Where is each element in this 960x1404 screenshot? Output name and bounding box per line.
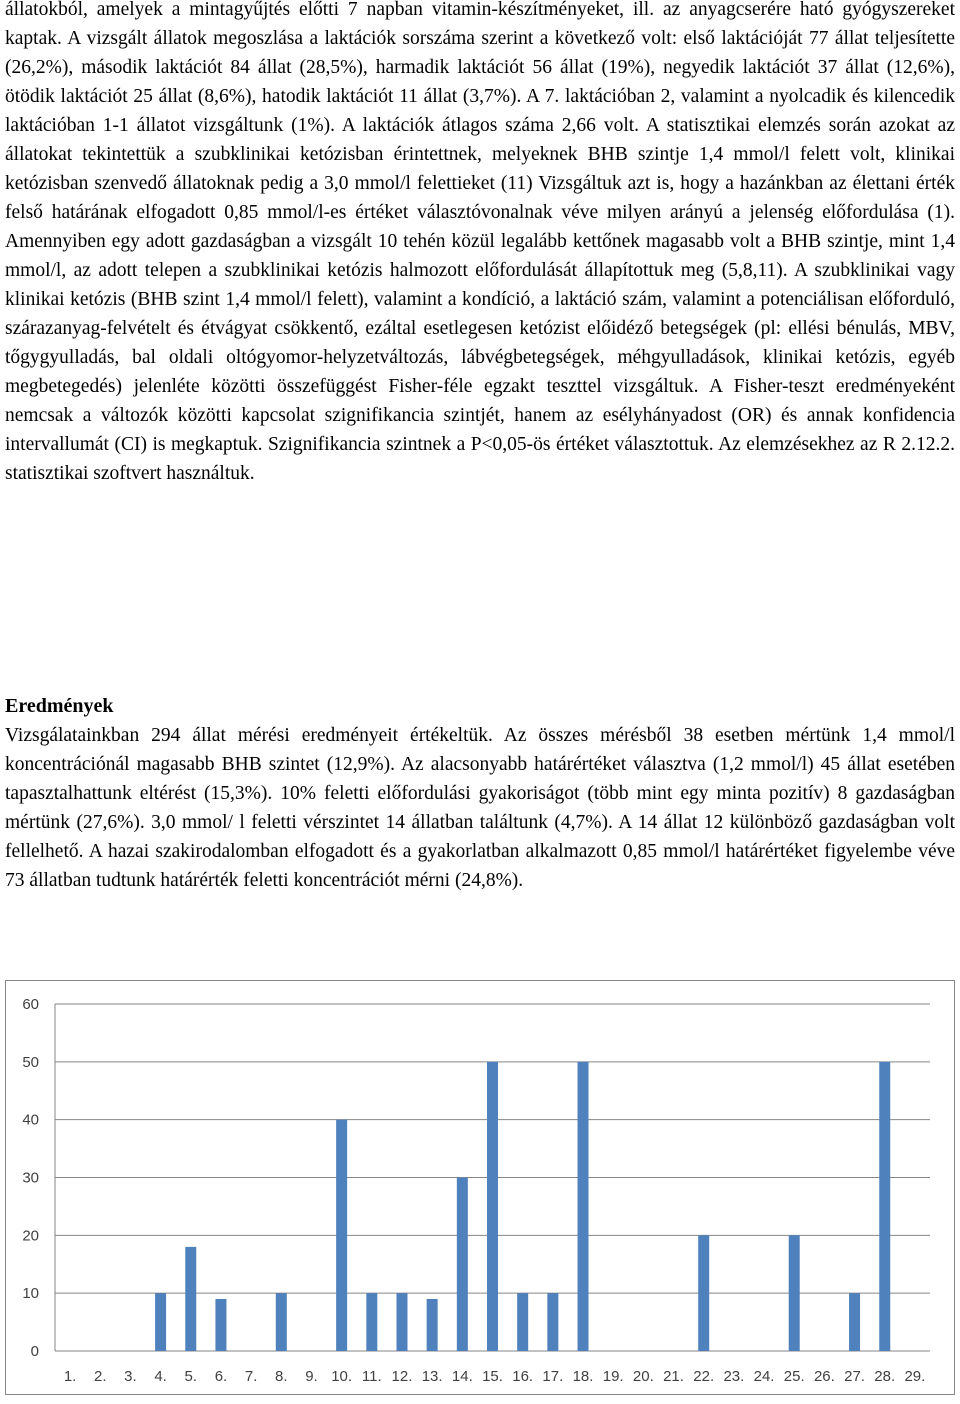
chart-border	[6, 981, 955, 1395]
x-tick-label: 29.	[904, 1368, 926, 1385]
y-tick-label: 30	[22, 1169, 39, 1187]
bar	[276, 1293, 287, 1351]
x-tick-label: 14.	[451, 1368, 473, 1385]
bar	[547, 1293, 558, 1351]
results-heading: Eredmények	[5, 695, 114, 717]
x-tick-label: 13.	[421, 1368, 443, 1385]
bar-chart	[5, 980, 955, 1395]
results-paragraph: Vizsgálatainkban 294 állat mérési eredményeit értékeltük. Az összes mérésből 38 esetben mértünk 1,4 mmol/l koncentrációnál magasabb BHB szintet (12,9%). Az alacsonyabb határértéket választva (1,2 mmol/l) 45 állat esetében tapasztalhattunk eltérést (15,3%). 10% feletti előfordulási gyakoriságot (több mint egy minta pozitív) 8 gazdaságban mértünk (27,6%). 3,0 mmol/ l feletti vérszintet 14 állatban találtunk (4,7%). A 14 állat 12 különböző gazdaságban volt fellelhető. A hazai szakirodalomban elfogadott és a gyakorlatban alkalmazott 0,85 mmol/l határértéket figyelembe véve 73 állatban tudtunk határérték feletti koncentrációt mérni (24,8%).	[5, 725, 955, 891]
x-tick-label: 1.	[63, 1368, 77, 1385]
bar	[336, 1120, 347, 1351]
x-tick-label: 23.	[723, 1368, 745, 1385]
bar	[427, 1299, 438, 1351]
bar	[849, 1293, 860, 1351]
x-tick-label: 5.	[184, 1368, 198, 1385]
x-tick-label: 9.	[305, 1368, 318, 1385]
x-tick-label: 12.	[391, 1368, 413, 1385]
x-tick-label: 22.	[693, 1368, 715, 1385]
x-tick-label: 10.	[331, 1368, 353, 1385]
x-tick-label: 7.	[244, 1368, 258, 1385]
y-tick-label: 50	[22, 1053, 39, 1071]
x-tick-label: 18.	[572, 1368, 594, 1385]
x-tick-label: 27.	[844, 1368, 865, 1385]
x-tick-label: 25.	[783, 1368, 805, 1385]
x-tick-label: 11.	[361, 1368, 382, 1385]
x-tick-label: 16.	[512, 1368, 534, 1385]
bar	[698, 1235, 709, 1351]
y-tick-label: 60	[22, 996, 39, 1013]
x-tick-label: 8.	[275, 1368, 288, 1385]
x-tick-label: 26.	[813, 1368, 835, 1385]
x-tick-label: 21.	[663, 1368, 684, 1385]
x-tick-label: 4.	[154, 1368, 167, 1385]
x-tick-label: 3.	[124, 1368, 137, 1385]
bar	[578, 1062, 589, 1351]
y-tick-label: 10	[22, 1285, 39, 1303]
bar	[487, 1062, 498, 1351]
bar	[185, 1247, 196, 1351]
x-tick-label: 6.	[214, 1368, 228, 1385]
bar	[879, 1062, 890, 1351]
bar	[789, 1235, 800, 1351]
bar	[517, 1293, 528, 1351]
bar	[215, 1299, 226, 1351]
methods-paragraph: állatokból, amelyek a mintagyűjtés előtti 7 napban vitamin-készítményeket, ill. az anyagcserére ható gyógyszereket kaptak. A vizsgált állatok megoszlása a laktációk sorszáma szerint a következő volt: első laktációját 77 állat teljesítette (26,2%), második laktációt 84 állat (28,5%), harmadik laktációt 56 állat (19%), negyedik laktációt 37 állat (12,6%), ötödik laktációt 25 állat (8,6%), hatodik laktációt 11 állat (3,7%). A 7. laktációban 2, valamint a nyolcadik és kilencedik laktációban 1-1 állatot vizsgáltunk (1%). A laktációk átlagos száma 2,66 volt. A statisztikai elemzés során azokat az állatokat tekintettük a szubklinikai ketózisban érintettnek, melyeknek BHB szintje 1,4 mmol/l felett volt, klinikai ketózisban szenvedő állatoknak pedig a 3,0 mmol/l felettieket (11) Vizsgáltuk azt is, hogy a hazánkban az élettani érték felső határának elfogadott 0,85 mmol/l-es értéket választóvonalnak véve milyen arányú a jelenség előfordulása (1). Amennyiben egy adott gazdaságban a vizsgált 10 tehén közül legalább kettőnek magasabb volt a BHB szintje, mint 1,4 mmol/l, az adott telepen a szubklinikai ketózis halmozott előfordulását állapítottuk meg (5,8,11). A szubklinikai vagy klinikai ketózis (BHB szint 1,4 mmol/l felett), valamint a kondíció, a laktáció szám, valamint a potenciálisan előforduló, szárazanyag-felvételt és étvágyat csökkentő, ezáltal esetlegesen ketózist előidéző betegségek (pl: ellési bénulás, MBV, tőgygyulladás, bal oldali oltógyomor-helyzetváltozás, lábvégbetegségek, méhgyulladások, klinikai ketózis, egyéb megbetegedés) jelenléte közötti összefüggést Fisher-féle egzakt teszttel vizsgáltuk. A Fisher-teszt eredményeként nemcsak a változók közötti kapcsolat szignifikancia szintjét, hanem az esélyhányadost (OR) és annak konfidencia intervallumát (CI) is megkaptuk. Szignifikancia szintnek a P<0,05-ös értéket választottuk. Az elemzésekhez az R 2.12.2. statisztikai szoftvert használtuk.	[5, 0, 955, 484]
y-tick-label: 40	[22, 1111, 39, 1129]
x-tick-label: 2.	[94, 1368, 107, 1385]
y-tick-label: 20	[22, 1227, 39, 1245]
x-tick-label: 24.	[753, 1368, 775, 1385]
x-tick-label: 15.	[482, 1368, 503, 1385]
bar	[396, 1293, 407, 1351]
y-tick-label: 0	[30, 1343, 39, 1360]
x-tick-label: 17.	[542, 1368, 564, 1385]
x-tick-label: 20.	[632, 1368, 654, 1385]
bar	[155, 1293, 166, 1351]
x-tick-label: 19.	[602, 1368, 624, 1385]
bar	[457, 1178, 468, 1352]
chart-container	[5, 980, 955, 1395]
x-tick-label: 28.	[874, 1368, 896, 1385]
bar	[366, 1293, 377, 1351]
